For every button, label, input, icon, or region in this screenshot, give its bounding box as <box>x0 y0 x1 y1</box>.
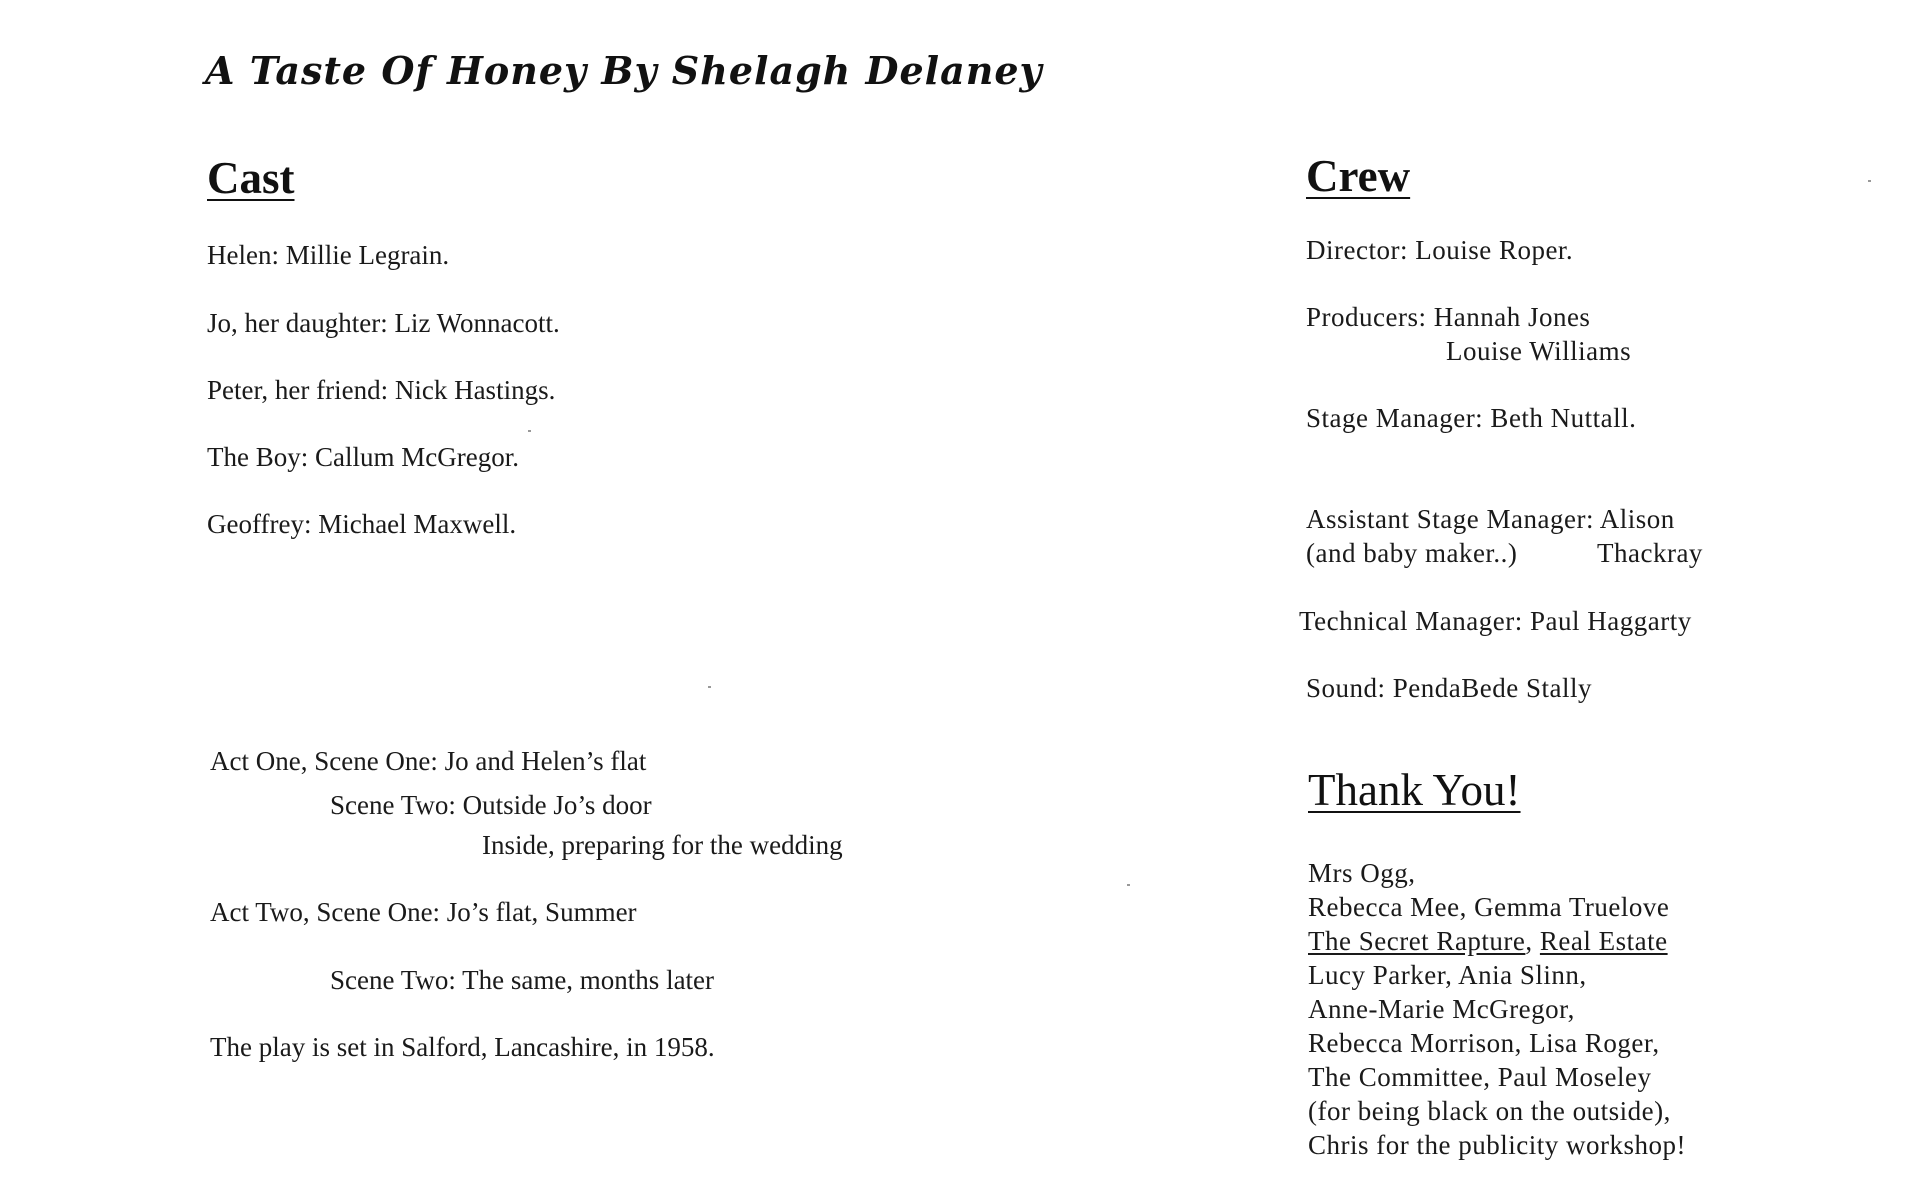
crew-producers-continued: Louise Williams <box>1446 336 1632 366</box>
thanks-line: Rebecca Mee, Gemma Truelove <box>1308 892 1670 922</box>
thanks-heading: Thank You! <box>1308 765 1521 815</box>
crew-asm-surname: Thackray <box>1597 538 1703 568</box>
scan-speck <box>1868 180 1871 182</box>
thanks-line: The Committee, Paul Moseley <box>1308 1062 1652 1092</box>
thanks-line: Mrs Ogg, <box>1308 858 1416 888</box>
scene-line: Inside, preparing for the wedding <box>482 830 843 860</box>
crew-producers: Producers: Hannah Jones <box>1306 302 1591 332</box>
setting-note: The play is set in Salford, Lancashire, in 1958. <box>210 1032 715 1062</box>
crew-director: Director: Louise Roper. <box>1306 235 1574 265</box>
cast-member: Peter, her friend: Nick Hastings. <box>207 375 556 405</box>
cast-member: Jo, her daughter: Liz Wonnacott. <box>207 308 560 338</box>
cast-heading: Cast <box>207 153 295 203</box>
crew-asm-note: (and baby maker..) <box>1306 538 1518 568</box>
scan-speck <box>528 430 531 432</box>
scan-speck <box>708 686 711 688</box>
crew-assistant-stage-manager: Assistant Stage Manager: Alison <box>1306 504 1675 534</box>
scene-line: Act Two, Scene One: Jo’s flat, Summer <box>210 897 637 927</box>
scene-line: Scene Two: Outside Jo’s door <box>330 790 652 820</box>
cast-member: The Boy: Callum McGregor. <box>207 442 519 472</box>
crew-technical-manager: Technical Manager: Paul Haggarty <box>1299 606 1692 636</box>
thanks-line: Anne-Marie McGregor, <box>1308 994 1575 1024</box>
thanks-line-productions <box>1308 928 1668 955</box>
crew-sound: Sound: PendaBede Stally <box>1306 673 1592 703</box>
crew-heading: Crew <box>1306 151 1411 201</box>
production-title-real-estate: Real Estate <box>1539 926 1668 956</box>
scene-line: Scene Two: The same, months later <box>330 965 715 995</box>
cast-member: Geoffrey: Michael Maxwell. <box>207 509 517 539</box>
scan-speck <box>1127 884 1130 886</box>
production-separator: , <box>1525 926 1540 956</box>
crew-stage-manager: Stage Manager: Beth Nuttall. <box>1306 403 1637 433</box>
scene-line: Act One, Scene One: Jo and Helen’s flat <box>210 746 647 776</box>
play-title: A Taste Of Honey By Shelagh Delaney <box>205 48 1043 93</box>
thanks-line: Rebecca Morrison, Lisa Roger, <box>1308 1028 1660 1058</box>
cast-member: Helen: Millie Legrain. <box>207 240 450 270</box>
thanks-line: Chris for the publicity workshop! <box>1308 1130 1686 1160</box>
thanks-line: Lucy Parker, Ania Slinn, <box>1308 960 1587 990</box>
production-title-secret-rapture: The Secret Rapture <box>1308 926 1526 956</box>
thanks-line: (for being black on the outside), <box>1308 1096 1671 1126</box>
